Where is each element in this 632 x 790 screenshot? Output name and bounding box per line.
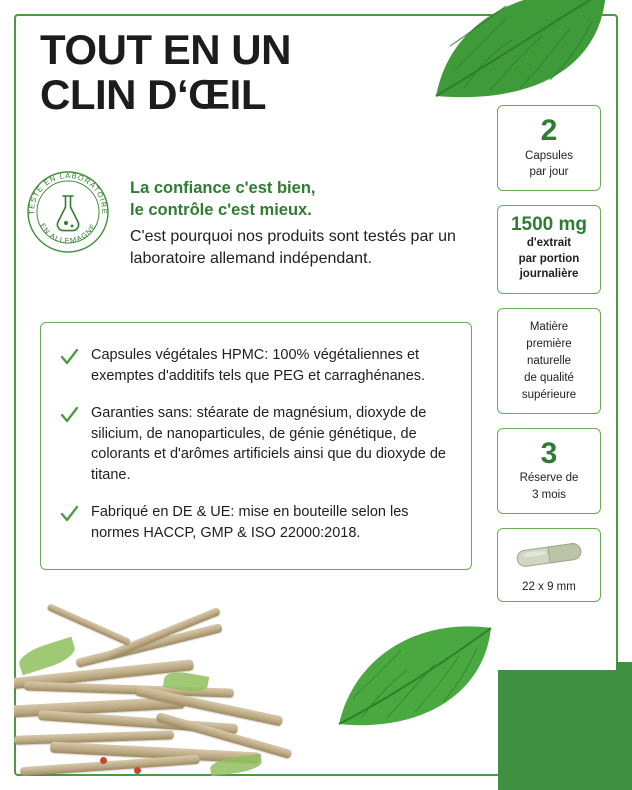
check-icon	[59, 504, 79, 524]
spec-card-line: 3 mois	[532, 488, 566, 501]
spec-card-line: de qualité	[524, 371, 574, 384]
capsule-icon	[509, 542, 589, 568]
green-corner-block	[498, 670, 632, 790]
spec-card-line: Réserve de	[519, 472, 579, 484]
check-icon	[59, 347, 79, 367]
spec-card-extract	[497, 205, 601, 293]
spec-cards	[497, 105, 601, 602]
svg-text:TESTE EN LABORATOIRE: TESTE EN LABORATOIRE	[26, 170, 110, 215]
trust-heading-line-2: le contrôle c'est mieux.	[130, 200, 312, 219]
spec-card-line: naturelle	[526, 354, 572, 367]
list-item	[59, 403, 453, 485]
spec-card-line: par portion	[518, 252, 580, 265]
page-title	[40, 28, 440, 118]
spec-card-line: par jour	[529, 166, 569, 179]
page-title-line-1: TOUT EN UN	[40, 26, 291, 73]
trust-body: C'est pourquoi nos produits sont testés par un laboratoire allemand indépendant.	[130, 227, 456, 267]
spec-card-value: 1500 mg	[510, 214, 588, 236]
trust-heading-line-1: La confiance c'est bien,	[130, 179, 316, 197]
list-item-label: Fabriqué en DE & UE: mise en bouteille selon les normes HACCP, GMP & ISO 22000:2018.	[91, 504, 409, 542]
spec-card-dosage	[497, 105, 601, 191]
list-item	[59, 345, 453, 386]
features-panel	[40, 322, 472, 570]
check-icon	[59, 405, 79, 425]
spec-card-capsule-size	[497, 528, 601, 602]
spec-card-value: 2	[540, 114, 558, 147]
spec-card-line: Matière	[529, 320, 569, 333]
capsule-size-label: 22 x 9 mm	[522, 580, 576, 593]
spec-card-value: 3	[540, 436, 558, 470]
spec-card-line: Capsules	[525, 149, 573, 162]
trust-statement	[130, 178, 460, 269]
trust-heading	[130, 178, 460, 222]
green-corner-block-small	[616, 662, 632, 682]
lab-tested-badge	[26, 170, 110, 254]
spec-card-line: supérieure	[521, 388, 577, 401]
spec-card-supply	[497, 428, 601, 514]
page-title-line-2: CLIN D‘ŒIL	[40, 70, 266, 118]
spec-card-quality	[497, 308, 601, 414]
list-item-label: Garanties sans: stéarate de magnésium, dioxyde de silicium, de nanoparticules, de génie génétique, de colorants et d'arômes artificiels ainsi que du dioxyde de titane.	[91, 405, 446, 483]
svg-text:EN ALLEMAGNE: EN ALLEMAGNE	[38, 221, 98, 246]
ashwagandha-roots-image	[14, 581, 344, 776]
spec-card-line: d'extrait	[526, 237, 572, 250]
spec-card-line: première	[526, 337, 572, 350]
list-item-label: Capsules végétales HPMC: 100% végétaliennes et exemptes d'additifs tels que PEG et carraghénanes.	[91, 347, 426, 384]
spec-card-line: journalière	[519, 268, 579, 281]
list-item	[59, 502, 453, 543]
